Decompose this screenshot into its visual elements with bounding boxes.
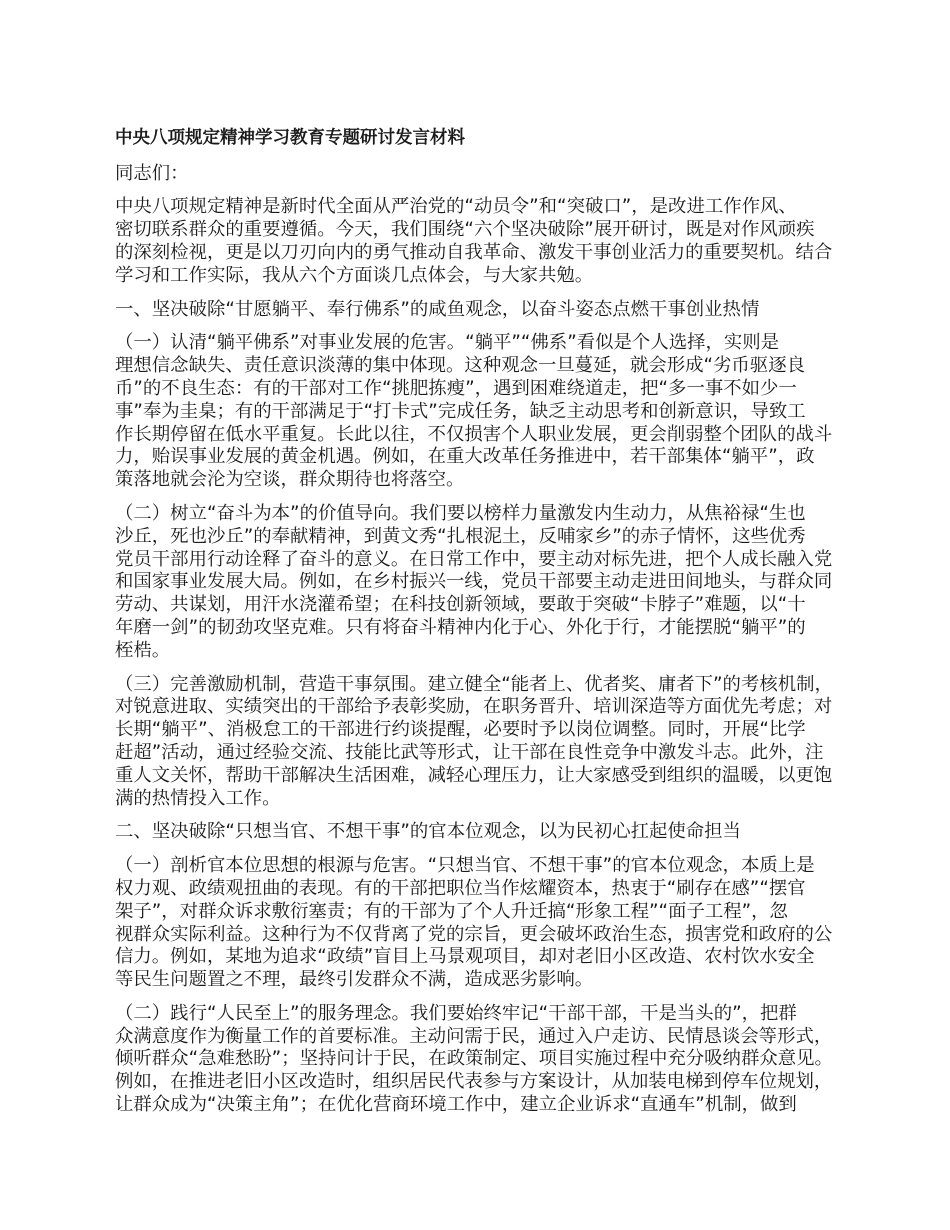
text-line: 桎梏。 bbox=[115, 639, 171, 661]
paragraph bbox=[115, 299, 855, 322]
paragraph bbox=[115, 821, 855, 844]
text-line: 策落地就会沦为空谈，群众期待也将落空。 bbox=[115, 469, 465, 491]
paragraph bbox=[115, 855, 855, 992]
text-line: （三）完善激励机制，营造干事氛围。建立健全“能者上、优者奖、庸者下”的考核机制， bbox=[115, 673, 833, 695]
text-line: 力，贻误事业发展的黄金机遇。例如，在重大改革任务推进中，若干部集体“躺平”，政 bbox=[115, 446, 815, 468]
text-line: 权力观、政绩观扭曲的表现。有的干部把职位当作炫耀资本，热衷于“刷存在感”“摆官 bbox=[115, 877, 806, 899]
text-line: 众满意度作为衡量工作的首要标准。主动问需于民，通过入户走访、民情恳谈会等形式， bbox=[115, 1025, 833, 1047]
text-line: 学习和工作实际，我从六个方面谈几点体会，与大家共勉。 bbox=[115, 264, 594, 286]
text-line: 密切联系群众的重要遵循。今天，我们围绕“六个坚决破除”展开研讨，既是对作风顽疾 bbox=[115, 219, 815, 241]
text-line: 长期“躺平”、消极怠工的干部进行约谈提醒，必要时予以岗位调整。同时，开展“比学 bbox=[115, 719, 806, 741]
paragraph bbox=[115, 674, 855, 811]
text-line: 倾听群众“急难愁盼”；坚持问计于民，在政策制定、项目实施过程中充分吸纳群众意见。 bbox=[115, 1048, 833, 1070]
document-page bbox=[115, 127, 855, 1128]
text-line: 事”奉为圭臬；有的干部满足于“打卡式”完成任务，缺乏主动思考和创新意识，导致工 bbox=[115, 400, 806, 422]
document-title: 中央八项规定精神学习教育专题研讨发言材料 bbox=[115, 128, 465, 148]
text-line: 一、坚决破除“甘愿躺平、奉行佛系”的咸鱼观念，以奋斗姿态点燃干事创业热情 bbox=[115, 298, 760, 320]
text-line: 对锐意进取、实绩突出的干部给予表彰奖励，在职务晋升、培训深造等方面优先考虑；对 bbox=[115, 696, 833, 718]
text-line: 赶超”活动，通过经验交流、技能比武等形式，让干部在良性竞争中激发斗志。此外，注 bbox=[115, 741, 824, 763]
text-line: 劳动、共谋划，用汗水浇灌希望；在科技创新领域，要敢于突破“卡脖子”难题，以“十 bbox=[115, 594, 806, 616]
text-line: 例如，在推进老旧小区改造时，组织居民代表参与方案设计，从加装电梯到停车位规划， bbox=[115, 1071, 833, 1093]
document-body bbox=[115, 163, 855, 1117]
paragraph bbox=[115, 332, 855, 492]
paragraph bbox=[115, 1003, 855, 1117]
text-line: 架子”，对群众诉求敷衍塞责；有的干部为了个人升迁搞“形象工程”“面子工程”，忽 bbox=[115, 900, 788, 922]
text-line: 信力。例如，某地为追求“政绩”盲目上马景观项目，却对老旧小区改造、农村饮水安全 bbox=[115, 946, 815, 968]
paragraph bbox=[115, 196, 855, 287]
text-line: 同志们： bbox=[115, 162, 189, 184]
text-line: 满的热情投入工作。 bbox=[115, 787, 281, 809]
text-line: 二、坚决破除“只想当官、不想干事”的官本位观念，以为民初心扛起使命担当 bbox=[115, 821, 741, 843]
text-line: 和国家事业发展大局。例如，在乡村振兴一线，党员干部要主动走进田间地头，与群众同 bbox=[115, 571, 833, 593]
text-line: 中央八项规定精神是新时代全面从严治党的“动员令”和“突破口”，是改进工作作风、 bbox=[115, 196, 797, 218]
paragraph bbox=[115, 163, 855, 186]
text-line: 重人文关怀，帮助干部解决生活困难，减轻心理压力，让大家感受到组织的温暖，以更饱 bbox=[115, 764, 833, 786]
text-line: 等民生问题置之不理，最终引发群众不满，造成恶劣影响。 bbox=[115, 969, 594, 991]
text-line: （一）剖析官本位思想的根源与危害。“只想当官、不想干事”的官本位观念，本质上是 bbox=[115, 855, 815, 877]
text-line: 党员干部用行动诠释了奋斗的意义。在日常工作中，要主动对标先进，把个人成长融入党 bbox=[115, 548, 833, 570]
text-line: 沙丘，死也沙丘”的奉献精神，到黄文秀“扎根泥土，反哺家乡”的赤子情怀，这些优秀 bbox=[115, 525, 806, 547]
text-line: （二）践行“人民至上”的服务理念。我们要始终牢记“干部干部，干是当头的”，把群 bbox=[115, 1002, 797, 1024]
text-line: 作长期停留在低水平重复。长此以往，不仅损害个人职业发展，更会削弱整个团队的战斗 bbox=[115, 423, 833, 445]
text-line: （二）树立“奋斗为本”的价值导向。我们要以榜样力量激发内生动力，从焦裕禄“生也 bbox=[115, 502, 806, 524]
text-line: 的深刻检视，更是以刀刃向内的勇气推动自我革命、激发干事创业活力的重要契机。结合 bbox=[115, 241, 833, 263]
text-line: 币”的不良生态：有的干部对工作“挑肥拣瘦”，遇到困难绕道走，把“多一事不如少一 bbox=[115, 377, 797, 399]
paragraph bbox=[115, 503, 855, 663]
text-line: 年磨一剑”的韧劲攻坚克难。只有将奋斗精神内化于心、外化于行，才能摆脱“躺平”的 bbox=[115, 616, 806, 638]
text-line: 让群众成为“决策主角”；在优化营商环境工作中，建立企业诉求“直通车”机制，做到 bbox=[115, 1094, 797, 1116]
text-line: 理想信念缺失、责任意识淡薄的集中体现。这种观念一旦蔓延，就会形成“劣币驱逐良 bbox=[115, 355, 805, 377]
text-line: （一）认清“躺平佛系”对事业发展的危害。“躺平”“佛系”看似是个人选择，实则是 bbox=[115, 332, 780, 354]
text-line: 视群众实际利益。这种行为不仅背离了党的宗旨，更会破坏政治生态，损害党和政府的公 bbox=[115, 923, 833, 945]
